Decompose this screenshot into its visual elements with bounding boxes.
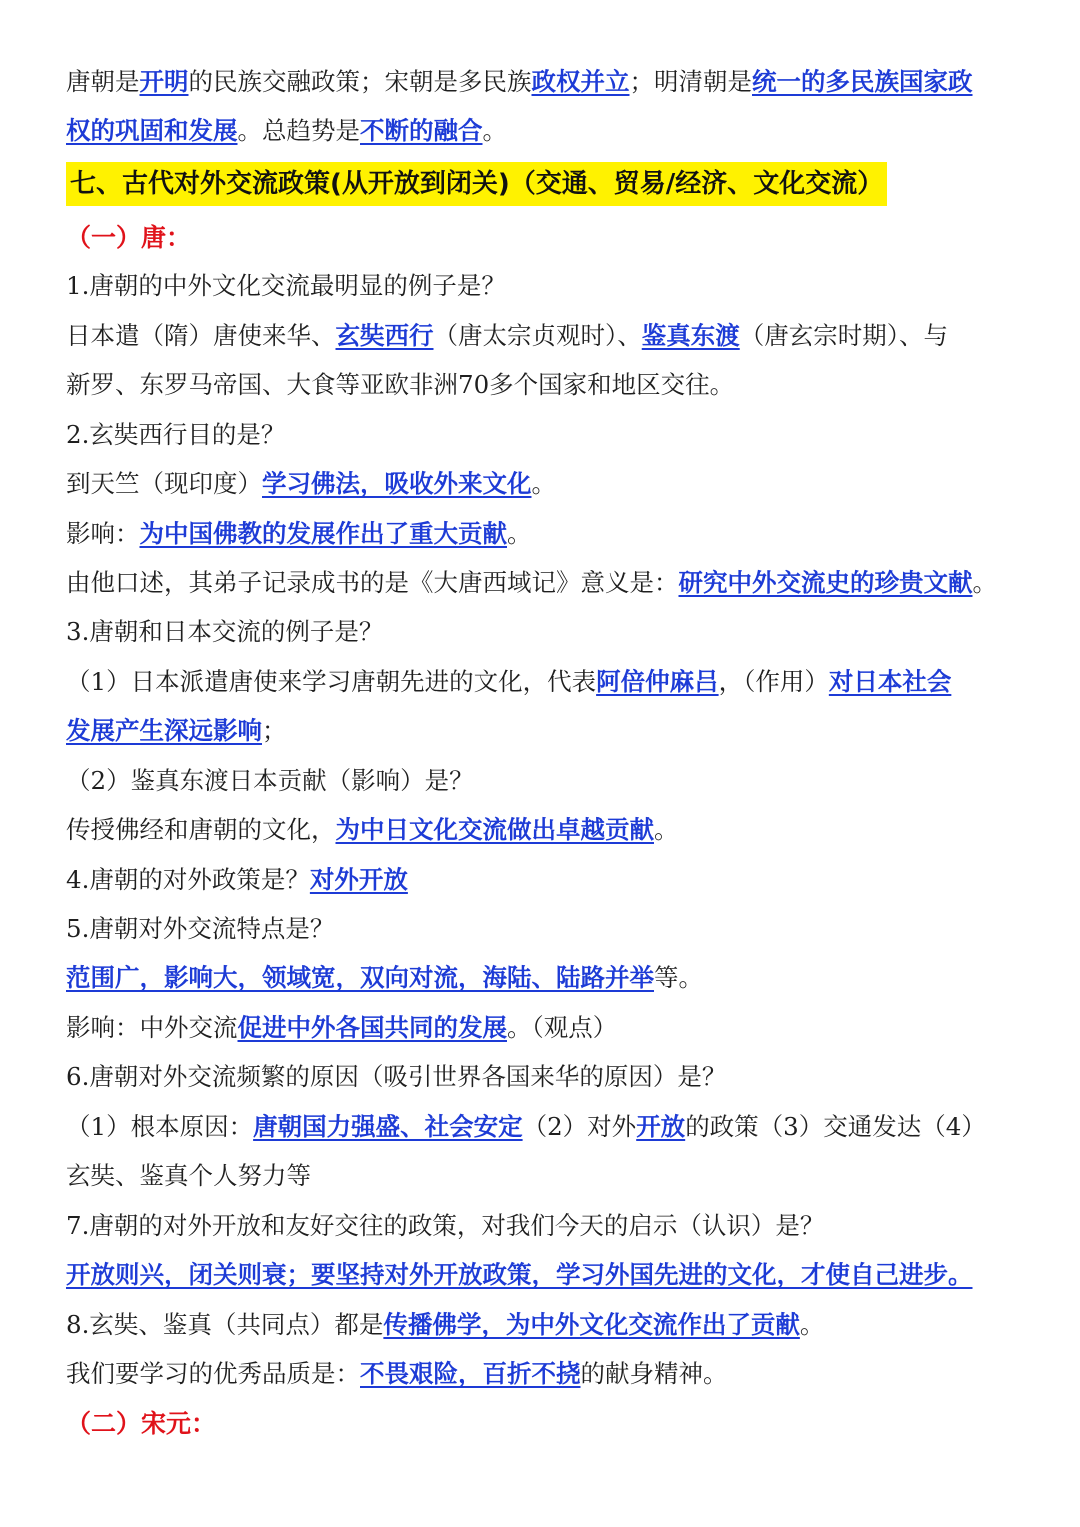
answer-line [66,1109,1040,1145]
question: 3.唐朝和日本交流的例子是？ [66,617,384,646]
key-point: 为中国佛教的发展作出了重大贡献 [139,519,507,548]
question-line [66,911,1040,947]
answer-line [66,466,1040,502]
text: 由他口述，其弟子记录成书的是《大唐西域记》意义是： [66,568,679,597]
text: 的民族交融政策；宋朝是多民族 [188,67,532,96]
question: 8.玄奘、鉴真（共同点）都是 [66,1310,384,1339]
text: 新罗、东罗马帝国、大食等亚欧非洲70多个国家和地区交往。 [66,370,735,399]
text: ，（作用） [718,667,829,696]
key-point: 促进中外各国共同的发展 [237,1013,507,1042]
text: 到天竺（现印度） [66,469,262,498]
text: 唐朝是 [66,67,140,96]
text: 日本遣（隋）唐使来华、 [66,321,336,350]
text: （唐玄宗时期）、与 [739,321,948,350]
text: 传授佛经和唐朝的文化， [66,815,336,844]
key-point: 唐朝国力强盛、社会安定 [253,1112,523,1141]
text: （唐太宗贞观时）、 [433,321,642,350]
key-point: 对日本社会 [828,667,952,696]
question: 4.唐朝的对外政策是？ [66,865,310,894]
question-line [66,1208,1040,1244]
text: （1）根本原因： [66,1112,254,1141]
answer-line [66,812,1040,848]
text-line [66,64,1040,100]
key-point: 阿倍仲麻吕 [596,667,719,696]
key-point: 不畏艰险，百折不挠 [360,1359,581,1388]
answer-line [66,713,1040,749]
answer-line [66,763,1040,799]
question-line [66,614,1040,650]
answer-line [66,1158,1040,1194]
key-point: 为中日文化交流做出卓越贡献 [335,815,654,844]
answer-line [66,367,1040,403]
sub-heading: （二）宋元： [66,1409,217,1438]
key-point: 学习佛法，吸收外来文化 [262,469,532,498]
question: 1.唐朝的中外文化交流最明显的例子是？ [66,271,506,300]
text: 。总趋势是 [237,116,360,145]
key-point: 权的巩固和发展 [66,116,238,145]
text: 影响：中外交流 [66,1013,238,1042]
text: 影响： [66,519,140,548]
key-point: 玄奘西行 [335,321,434,350]
key-point: 统一的多民族国家政 [752,67,973,96]
question: 6.唐朝对外交流频繁的原因（吸引世界各国来华的原因）是？ [66,1062,727,1091]
text: 。 [972,568,997,597]
key-point: 鉴真东渡 [641,321,740,350]
text: 等。 [654,963,703,992]
key-point: 发展产生深远影响 [66,716,262,745]
question: 7.唐朝的对外开放和友好交往的政策，对我们今天的启示（认识）是？ [66,1211,825,1240]
key-point: 对外开放 [309,865,408,894]
key-point: 范围广，影响大，领域宽，双向对流，海陆、陆路并举 [66,963,654,992]
text: 的献身精神。 [580,1359,728,1388]
key-point: 开放则兴，闭关则衰；要坚持对外开放政策，学习外国先进的文化，才使自己进步。 [66,1260,973,1289]
answer-line [66,516,1040,552]
text: （2）鉴真东渡日本贡献（影响）是？ [66,766,474,795]
text: 我们要学习的优秀品质是： [66,1359,360,1388]
section-heading: 七、古代对外交流政策(从开放到闭关)（交通、贸易/经济、文化交流） [66,162,887,206]
text: 。 [531,469,556,498]
key-point: 研究中外交流史的珍贵文献 [678,568,973,597]
answer-line [66,1257,1040,1293]
key-point: 开明 [139,67,189,96]
text: （1）日本派遣唐使来学习唐朝先进的文化，代表 [66,667,597,696]
text: ； [262,716,287,745]
question: 2.玄奘西行目的是？ [66,420,286,449]
answer-line [66,1010,1040,1046]
key-point: 开放 [636,1112,686,1141]
question: 5.唐朝对外交流特点是？ [66,914,335,943]
answer-line [66,318,1040,354]
text: 。 [799,1310,825,1339]
text: 玄奘、鉴真个人努力等 [66,1161,311,1190]
text: （2）对外 [522,1112,637,1141]
question-line [66,1307,1040,1343]
text: 。（观点） [507,1013,618,1042]
key-point: 不断的融合 [360,116,483,145]
key-point: 传播佛学，为中外文化交流作出了贡献 [383,1310,800,1339]
text: 。 [482,116,507,145]
answer-line [66,664,1040,700]
answer-line [66,1356,1040,1392]
text: ；明清朝是 [629,67,752,96]
text: 。 [654,815,679,844]
answer-line [66,565,1040,601]
sub-heading: （一）唐： [66,223,192,252]
question-line [66,268,1040,304]
answer-line [66,960,1040,996]
text: 的政策（3）交通发达（4） [685,1112,986,1141]
key-point: 政权并立 [531,67,630,96]
question-line [66,862,1040,898]
question-line [66,1059,1040,1095]
text: 。 [507,519,532,548]
question-line [66,417,1040,453]
text-line [66,113,1040,149]
